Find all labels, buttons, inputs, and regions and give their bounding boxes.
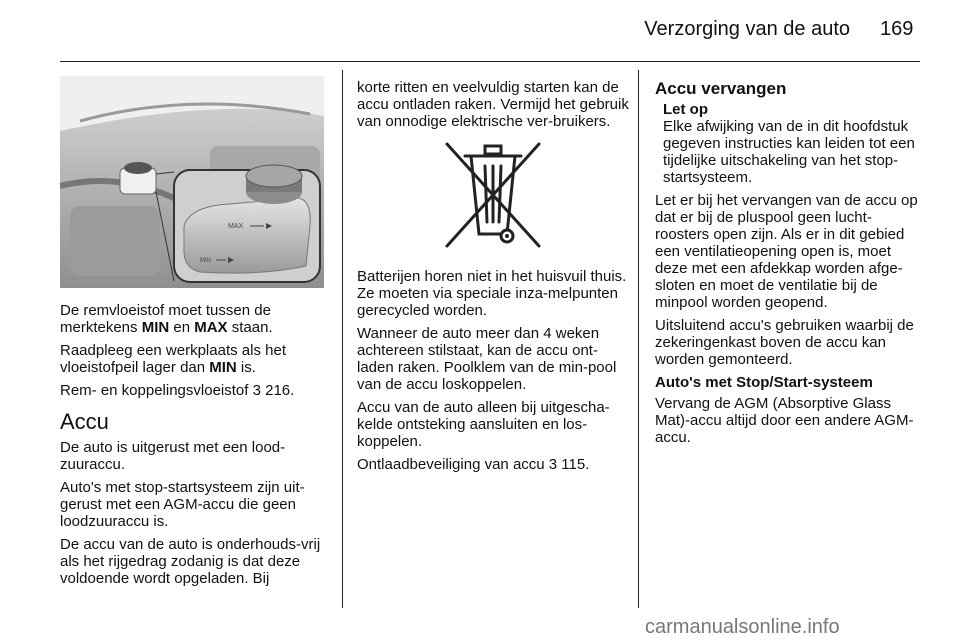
min-mark-ref: MIN (141, 319, 170, 336)
column-1 (60, 302, 332, 593)
watermark-text: carmanualsonline.info (645, 616, 840, 638)
section-heading-accu-vervangen: Accu vervangen (655, 79, 787, 98)
brake-fluid-level-text: De remvloeistof moet tussen de merktekens MIN en MAX staan. (60, 302, 273, 336)
section-heading-accu: Accu (60, 409, 109, 434)
crossed-bin-icon (357, 140, 629, 252)
maintenance-free-text: De accu van de auto is onderhouds-vrij als het rijgedrag zodanig is dat deze voldoende wordt opgeladen. Bij (60, 536, 321, 587)
weee-recycling-symbol (357, 140, 629, 252)
note-text: Elke afwijking van de in dit hoofdstuk gegeven instructies kan leiden tot een tijdelijke uitschakeling van het stop- startsysteem. (663, 118, 915, 186)
brake-fluid-reservoir-photo (60, 76, 324, 288)
long-standstill-text: Wanneer de auto meer dan 4 weken achtereen stilstaat, kan de accu ont-laden raken. Poolklem van de min-pool van de accu loskoppelen. (357, 325, 617, 393)
workshop-advice-text: Raadpleeg een werkplaats als het vloeistofpeil lager dan MIN is. (60, 342, 286, 376)
agm-replacement-text: Vervang de AGM (Absorptive Glass Mat)-accu altijd door een andere AGM-accu. (655, 395, 914, 446)
short-trips-text: korte ritten en veelvuldig starten kan de accu ontladen raken. Vermijd het gebruik van onnodige elektrische ver-bruikers. (357, 79, 629, 130)
column-divider-1 (342, 70, 343, 608)
discharge-protection-ref: Ontlaadbeveiliging van accu 3 115. (357, 456, 590, 473)
note-box (655, 101, 923, 186)
page-header-title: Verzorging van de auto (644, 18, 850, 40)
column-2 (357, 79, 629, 479)
agm-battery-text: Auto's met stop-startsysteem zijn uit-gerust met een AGM-accu die geen loodzuuraccu is. (60, 479, 305, 530)
brake-fluid-page-ref: Rem- en koppelingsvloeistof 3 216. (60, 382, 295, 399)
battery-type-text: De auto is uitgerust met een lood-zuuraccu. (60, 439, 286, 473)
column-divider-2 (638, 70, 639, 608)
max-mark-ref: MAX (194, 319, 228, 336)
header-rule (60, 61, 920, 62)
ignition-off-text: Accu van de auto alleen bij uitgescha-kelde ontsteking aansluiten en los-koppelen. (357, 399, 610, 450)
subheading-stop-start: Auto's met Stop/Start-systeem (655, 374, 873, 391)
fuse-box-text: Uitsluitend accu's gebruiken waarbij de zekeringenkast boven de accu kan worden gemonteerd. (655, 317, 914, 368)
column-3 (655, 79, 923, 452)
replacement-vent-text: Let er bij het vervangen van de accu op dat er bij de pluspool geen lucht-roosters open zijn. Als er in dit gebied een ventilatieopening open is, moet deze met een afdekkap worden afge-sloten en moet de ventilatie bij de minpool worden geopend. (655, 192, 918, 311)
recycling-text: Batterijen horen niet in het huisvuil thuis. Ze moeten via speciale inza-melpunten gerecycled worden. (357, 268, 627, 319)
note-title: Let op (663, 101, 708, 118)
page-number: 169 (880, 18, 914, 40)
min-mark-ref-2: MIN (209, 359, 237, 376)
min-mark-label: MIN (200, 258, 211, 264)
max-mark-label: MAX (228, 223, 244, 230)
